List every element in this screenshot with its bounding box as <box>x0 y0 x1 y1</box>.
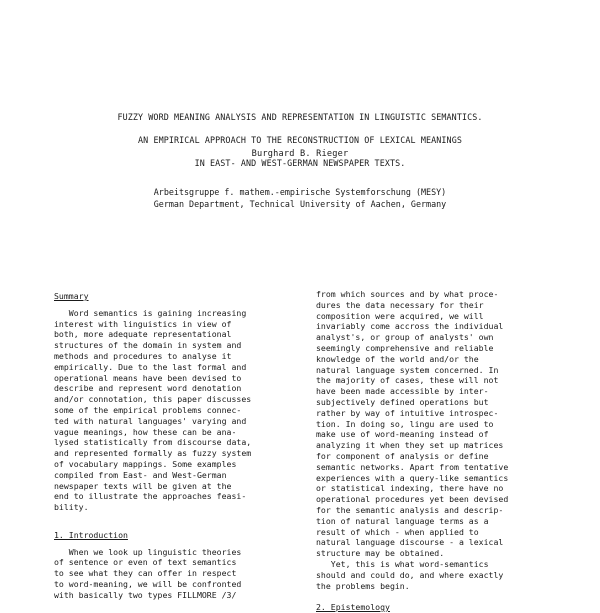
affiliation <box>40 186 560 210</box>
body-line: have been made accessible by inter- <box>316 386 489 397</box>
body-line: should and could do, and where exactly <box>316 569 504 580</box>
intro-line: to see what they can offer in respect <box>54 568 237 579</box>
intro-line: with basically two types FILLMORE /3/ <box>54 589 237 600</box>
summary-line: of vocabulary mappings. Some examples <box>54 458 237 469</box>
summary-line: bility. <box>54 502 89 513</box>
title-line: IN EAST- AND WEST-GERMAN NEWSPAPER TEXTS. <box>194 157 406 168</box>
summary-line: structures of the domain in system and <box>54 340 242 351</box>
body-line: semantic networks. Apart from tentative <box>316 461 509 472</box>
body-line: operational procedures yet been devised <box>316 494 509 505</box>
body-line: or statistical indexing, there have no <box>316 483 504 494</box>
body-line: tion of natural language terms as a <box>316 515 489 526</box>
body-line: for component of analysis or define <box>316 450 489 461</box>
right-column <box>316 289 556 613</box>
summary-line: compiled from East- and West-German <box>54 469 227 480</box>
body-line: composition were acquired, we will <box>316 310 484 321</box>
body-line: analyzing it when they set up matrices <box>316 440 504 451</box>
intro-line: to word-meaning, we will be confronted <box>54 578 242 589</box>
summary-line: describe and represent word denotation <box>54 383 242 394</box>
introduction-heading: 1. Introduction <box>54 529 128 540</box>
body-line: Yet, this is what word-semantics <box>316 558 489 569</box>
summary-line: and/or connotation, this paper discusses <box>54 394 252 405</box>
summary-line: methods and procedures to analyse it <box>54 350 232 361</box>
body-line: from which sources and by what proce- <box>316 289 499 299</box>
title-line: FUZZY WORD MEANING ANALYSIS AND REPRESENTATION IN LINGUISTIC SEMANTICS. <box>117 111 483 122</box>
right-column-text <box>316 289 556 591</box>
intro-line: When we look up linguistic theories <box>54 546 242 557</box>
left-column <box>54 291 292 601</box>
intro-line: of sentence or even of text semantics <box>54 557 237 568</box>
affiliation-line: German Department, Technical University of Aachen, Germany <box>153 199 447 209</box>
introduction-text <box>54 547 292 601</box>
body-line: rather by way of intuitive introspec- <box>316 407 499 418</box>
summary-line: Word semantics is gaining increasing <box>54 307 247 318</box>
summary-line: operational means have been devised to <box>54 372 242 383</box>
body-line: dures the data necessary for their <box>316 299 484 310</box>
summary-line: newspaper texts will be given at the <box>54 480 232 491</box>
body-line: the majority of cases, these will not <box>316 375 499 386</box>
author-name: Burghard B. Rieger <box>251 149 349 159</box>
summary-line: and represented formally as fuzzy system <box>54 448 252 459</box>
body-line: natural language system concerned. In <box>316 364 499 375</box>
summary-line: vague meanings, how these can be ana- <box>54 426 237 437</box>
summary-line: ted with natural languages' varying and <box>54 415 247 426</box>
summary-line: interest with linguistics in view of <box>54 318 232 329</box>
body-line: natural language discourse - a lexical <box>316 537 504 548</box>
summary-line: lysed statistically from discourse data, <box>54 437 252 448</box>
summary-line: empirically. Due to the last formal and <box>54 361 247 372</box>
summary-line: some of the empirical problems connec- <box>54 404 242 415</box>
body-line: experiences with a query-like semantics <box>316 472 509 483</box>
body-line: the problems begin. <box>316 580 410 591</box>
body-line: make use of word-meaning instead of <box>316 429 489 440</box>
body-line: seemingly comprehensive and reliable <box>316 342 494 353</box>
body-line: structure may be obtained. <box>316 548 445 559</box>
summary-line: end to illustrate the approaches feasi- <box>54 491 247 502</box>
body-line: for the semantic analysis and descrip- <box>316 504 504 515</box>
summary-text <box>54 308 292 513</box>
affiliation-line: Arbeitsgruppe f. mathem.-empirische Systemforschung (MESY) <box>153 187 447 197</box>
title-line: AN EMPIRICAL APPROACH TO THE RECONSTRUCTION OF LEXICAL MEANINGS <box>138 134 462 145</box>
body-line: analyst's, or group of analysts' own <box>316 332 494 343</box>
body-line: result of which - when applied to <box>316 526 479 537</box>
body-line: invariably come accross the individual <box>316 321 504 332</box>
summary-line: both, more adequate representational <box>54 329 232 340</box>
body-line: knowledge of the world and/or the <box>316 353 479 364</box>
epistemology-heading: 2. Epistemology <box>316 602 390 613</box>
body-line: tion. In doing so, lingu are used to <box>316 418 494 429</box>
summary-heading: Summary <box>54 291 89 301</box>
body-line: subjectively defined operations but <box>316 396 489 407</box>
